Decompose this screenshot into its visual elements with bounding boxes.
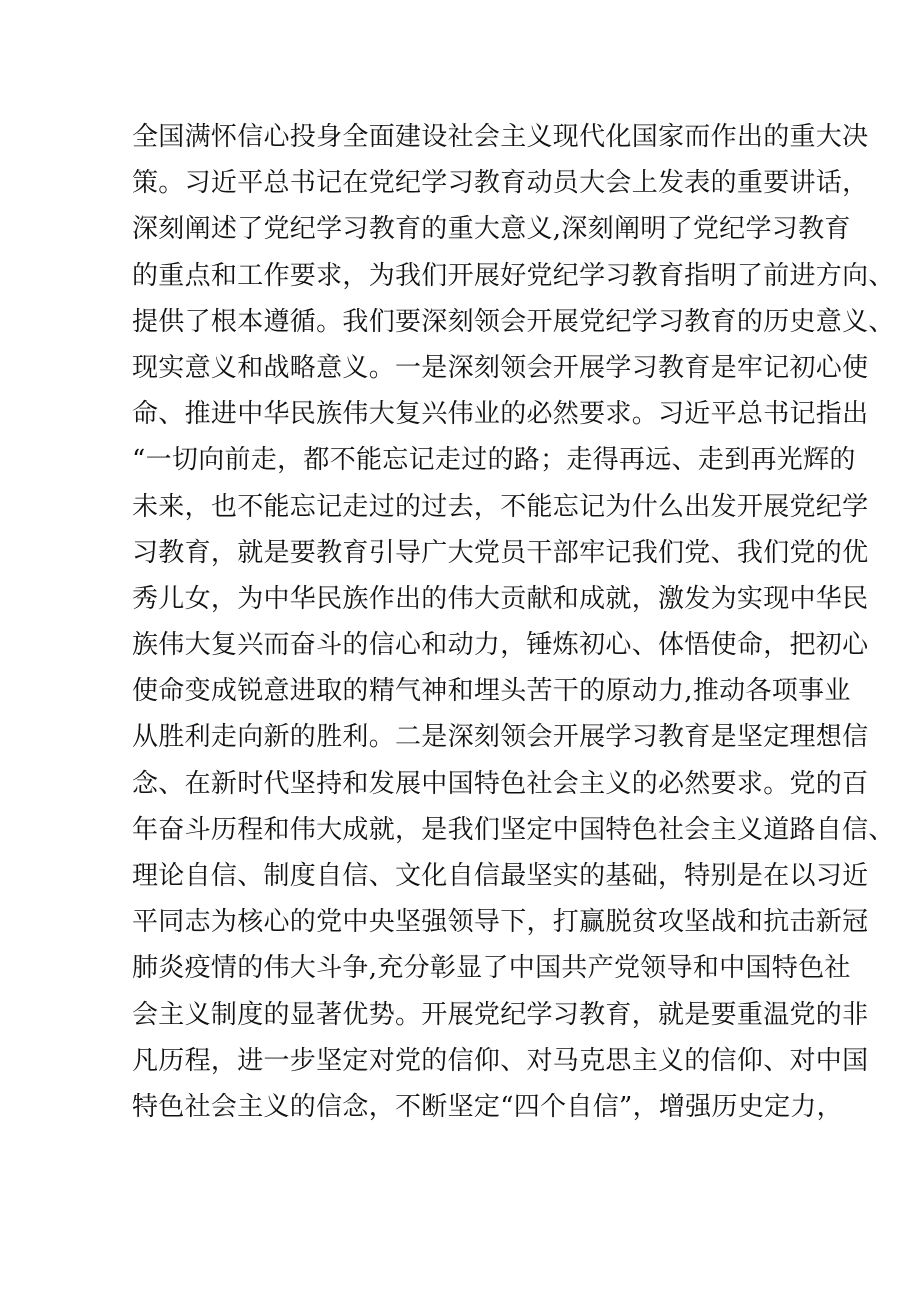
text-line: 理论自信、制度自信、文化自信最坚实的基础，特别是在以习近 (132, 861, 869, 891)
text-line: 策。习近平总书记在党纪学习教育动员大会上发表的重要讲话， (132, 168, 869, 199)
text-line: “一切向前走，都不能忘记走过的路；走得再远、走到再光辉的 (132, 445, 856, 476)
text-line: 现实意义和战略意义。一是深刻领会开展学习教育是牢记初心使 (132, 352, 869, 383)
text-line: 从胜利走向新的胜利。二是深刻领会开展学习教育是坚定理想信 (132, 722, 869, 753)
text-line: 族伟大复兴而奋斗的信心和动力，锤炼初心、体悟使命，把初心 (132, 630, 869, 661)
text-line: 习教育，就是要教育引导广大党员干部牢记我们党、我们党的优 (132, 537, 869, 568)
text-line: 平同志为核心的党中央坚强领导下，打赢脱贫攻坚战和抗击新冠 (132, 907, 869, 938)
text-line: 年奋斗历程和伟大成就，是我们坚定中国特色社会主义道路自信、 (132, 814, 895, 845)
text-line: 使命变成锐意进取的精气神和埋头苦干的原动力,推动各项事业 (132, 676, 851, 707)
text-line: 提供了根本遵循。我们要深刻领会开展党纪学习教育的历史意义、 (132, 306, 895, 337)
text-line: 特色社会主义的信念，不断坚定“四个自信”，增强历史定力， (132, 1091, 843, 1122)
text-line: 的重点和工作要求，为我们开展好党纪学习教育指明了前进方向、 (132, 260, 895, 291)
text-line: 肺炎疫情的伟大斗争,充分彰显了中国共产党领导和中国特色社 (132, 953, 851, 984)
text-line: 秀儿女，为中华民族作出的伟大贡献和成就，激发为实现中华民 (132, 583, 869, 614)
text-line: 会主义制度的显著优势。开展党纪学习教育，就是要重温党的非 (132, 999, 869, 1030)
text-line: 凡历程，进一步坚定对党的信仰、对马克思主义的信仰、对中国 (132, 1045, 869, 1076)
text-line: 未来，也不能忘记走过的过去，不能忘记为什么出发开展党纪学 (132, 491, 869, 522)
text-line: 念、在新时代坚持和发展中国特色社会主义的必然要求。党的百 (132, 768, 869, 799)
text-line: 全国满怀信心投身全面建设社会主义现代化国家而作出的重大决 (132, 122, 869, 152)
body-paragraph (132, 114, 895, 1130)
text-line: 命、推进中华民族伟大复兴伟业的必然要求。习近平总书记指出 (132, 399, 869, 430)
text-line: 深刻阐述了党纪学习教育的重大意义,深刻阐明了党纪学习教育 (132, 214, 851, 245)
